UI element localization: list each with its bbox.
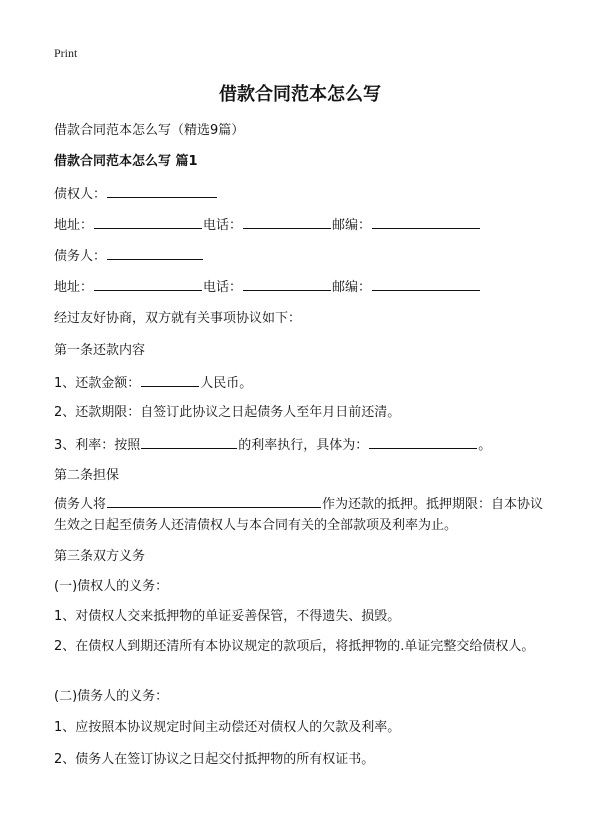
creditor-label: 债权人： bbox=[54, 187, 107, 202]
currency-text: 人民币。 bbox=[200, 376, 253, 391]
creditor-contact-line bbox=[54, 215, 481, 235]
debtor-address-blank bbox=[94, 277, 202, 291]
repayment-amount-label: 1、还款金额： bbox=[54, 376, 141, 391]
debtor-duties-title: (二)债务人的义务： bbox=[54, 689, 169, 704]
article2-title: 第二条担保 bbox=[54, 468, 120, 483]
debtor-duty-1: 1、应按照本协议规定时间主动偿还对债权人的欠款及利率。 bbox=[54, 720, 401, 735]
debtor-blank bbox=[107, 246, 203, 260]
interest-rate-line bbox=[54, 435, 491, 455]
debtor-line bbox=[54, 246, 204, 266]
print-label[interactable]: Print bbox=[54, 46, 78, 60]
creditor-postcode-blank bbox=[372, 215, 480, 229]
address-label: 地址： bbox=[54, 280, 94, 295]
creditor-duty-1: 1、对债权人交来抵押物的单证妥善保管，不得遗失、损毁。 bbox=[54, 609, 401, 624]
period-text: 。 bbox=[478, 438, 492, 453]
repayment-amount-line bbox=[54, 373, 252, 393]
repayment-amount-blank bbox=[141, 373, 199, 387]
intro-text: 经过友好协商，双方就有关事项协议如下： bbox=[54, 311, 302, 326]
interest-rate-basis-blank bbox=[141, 435, 237, 449]
section-heading: 借款合同范本怎么写 篇1 bbox=[54, 154, 198, 169]
guarantee-text: 作为还款的抵押。抵押期限：自本协议生效之日起至债务人还清债权人与本合同有关的全部款项及利率为止。 bbox=[54, 497, 544, 533]
creditor-phone-blank bbox=[243, 215, 331, 229]
guarantee-prefix: 债务人将 bbox=[54, 497, 107, 512]
creditor-address-blank bbox=[94, 215, 202, 229]
subtitle: 借款合同范本怎么写（精选9篇） bbox=[54, 123, 245, 138]
debtor-phone-blank bbox=[243, 277, 331, 291]
document-title: 借款合同范本怎么写 bbox=[219, 84, 381, 105]
interest-rate-detail-blank bbox=[369, 435, 477, 449]
phone-label: 电话： bbox=[203, 218, 243, 233]
postcode-label: 邮编： bbox=[332, 280, 372, 295]
creditor-duties-title: (一)债权人的义务： bbox=[54, 579, 169, 594]
debtor-label: 债务人： bbox=[54, 249, 107, 264]
debtor-duty-2: 2、债务人在签订协议之日起交付抵押物的所有权证书。 bbox=[54, 752, 375, 767]
postcode-label: 邮编： bbox=[332, 218, 372, 233]
article3-title: 第三条双方义务 bbox=[54, 549, 146, 564]
address-label: 地址： bbox=[54, 218, 94, 233]
debtor-postcode-blank bbox=[372, 277, 480, 291]
repayment-term-line: 2、还款期限：自签订此协议之日起债务人至年月日前还清。 bbox=[54, 405, 401, 420]
creditor-blank bbox=[107, 184, 217, 198]
debtor-contact-line bbox=[54, 277, 481, 297]
interest-rate-label: 3、利率：按照 bbox=[54, 438, 141, 453]
interest-rate-middle-text: 的利率执行，具体为： bbox=[238, 438, 369, 453]
phone-label: 电话： bbox=[203, 280, 243, 295]
creditor-line bbox=[54, 184, 218, 204]
creditor-duty-2: 2、在债权人到期还清所有本协议规定的款项后，将抵押物的.单证完整交给债权人。 bbox=[54, 639, 535, 654]
collateral-blank bbox=[107, 494, 321, 508]
article1-title: 第一条还款内容 bbox=[54, 343, 146, 358]
guarantee-paragraph bbox=[54, 494, 550, 536]
